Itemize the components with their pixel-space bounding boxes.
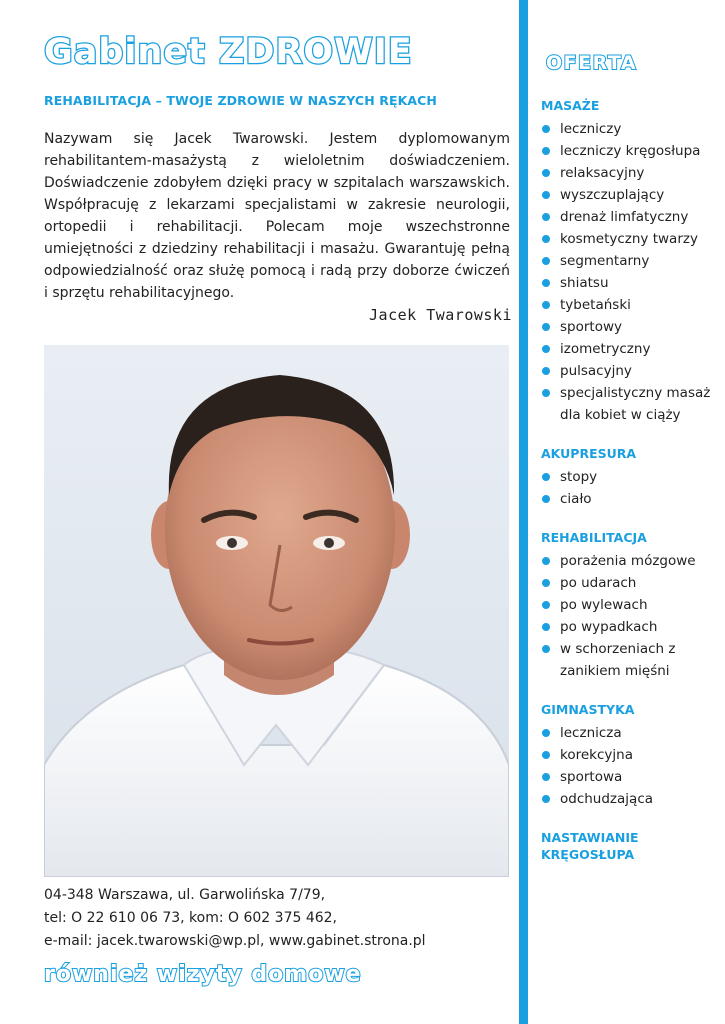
- list-item: [541, 616, 721, 638]
- offer-section-heading: GIMNASTYKA: [541, 702, 635, 717]
- list-item-label: leczniczy: [560, 121, 622, 137]
- list-item-label: porażenia mózgowe: [560, 553, 696, 569]
- bullet-icon: [542, 169, 550, 177]
- bullet-icon: [542, 601, 550, 609]
- list-item-label: w schorzeniach z zanikiem mięśni: [560, 641, 676, 679]
- list-item-label: sportowa: [560, 769, 623, 785]
- bullet-icon: [542, 147, 550, 155]
- list-item-label: po udarach: [560, 575, 637, 591]
- list-item: [541, 162, 721, 184]
- intro-paragraph: Nazywam się Jacek Twarowski. Jestem dyplomowanym rehabilitantem-masażystą z wieloletnim doświadczeniem. Doświadczenie zdobyłem dzięki pracy w szpitalach warszawskich. Współpracuję z lekarzami specjalistami w zakresie neurologii, ortopedii i rehabilitacji. Polecam moje wszechstronne umiejętności z dziedziny rehabilitacji i masażu. Gwarantuję pełną odpowiedzialność oraz służę pomocą i radą przy doborze ćwiczeń i sprzętu rehabilitacyjnego.: [44, 131, 510, 301]
- offer-section: [541, 445, 721, 510]
- bullet-icon: [542, 795, 550, 803]
- list-item: [541, 382, 721, 426]
- bullet-icon: [542, 729, 550, 737]
- list-item: [541, 638, 721, 682]
- list-item-label: stopy: [560, 469, 598, 485]
- list-item-label: shiatsu: [560, 275, 609, 291]
- signature: Jacek Twarowski: [369, 306, 512, 324]
- bullet-icon: [542, 473, 550, 481]
- list-item: [541, 272, 721, 294]
- portrait-photo: [44, 345, 509, 877]
- bullet-icon: [542, 345, 550, 353]
- offer-section: [541, 529, 721, 682]
- bullet-icon: [542, 645, 550, 653]
- offer-section-heading: MASAŻE: [541, 98, 600, 113]
- offer-list: [541, 97, 721, 882]
- offer-items: [541, 466, 721, 510]
- offer-title: OFERTA: [546, 52, 638, 74]
- offer-section: [541, 701, 721, 810]
- bullet-icon: [542, 751, 550, 759]
- list-item-label: odchudzająca: [560, 791, 654, 807]
- bullet-icon: [542, 125, 550, 133]
- bullet-icon: [542, 301, 550, 309]
- bullet-icon: [542, 557, 550, 565]
- bullet-icon: [542, 495, 550, 503]
- list-item: [541, 294, 721, 316]
- list-item-label: lecznicza: [560, 725, 622, 741]
- list-item: [541, 316, 721, 338]
- list-item: [541, 206, 721, 228]
- bullet-icon: [542, 389, 550, 397]
- offer-section: [541, 829, 721, 863]
- offer-section-heading: AKUPRESURA: [541, 446, 637, 461]
- bullet-icon: [542, 773, 550, 781]
- list-item: [541, 550, 721, 572]
- list-item: [541, 118, 721, 140]
- list-item: [541, 572, 721, 594]
- bullet-icon: [542, 623, 550, 631]
- bullet-icon: [542, 191, 550, 199]
- bullet-icon: [542, 235, 550, 243]
- list-item-label: specjalistyczny masaż dla kobiet w ciąży: [560, 385, 711, 423]
- list-item: [541, 594, 721, 616]
- list-item: [541, 140, 721, 162]
- list-item-label: izometryczny: [560, 341, 651, 357]
- list-item: [541, 466, 721, 488]
- bullet-icon: [542, 367, 550, 375]
- list-item: [541, 250, 721, 272]
- list-item-label: po wypadkach: [560, 619, 658, 635]
- list-item: [541, 184, 721, 206]
- list-item-label: pulsacyjny: [560, 363, 632, 379]
- offer-section-heading: REHABILITACJA: [541, 530, 647, 545]
- bullet-icon: [542, 579, 550, 587]
- bullet-icon: [542, 213, 550, 221]
- list-item-label: wyszczuplający: [560, 187, 665, 203]
- list-item-label: sportowy: [560, 319, 622, 335]
- list-item-label: leczniczy kręgosłupa: [560, 143, 701, 159]
- list-item-label: kosmetyczny twarzy: [560, 231, 698, 247]
- list-item-label: segmentarny: [560, 253, 650, 269]
- bullet-icon: [542, 279, 550, 287]
- list-item-label: tybetański: [560, 297, 631, 313]
- list-item-label: relaksacyjny: [560, 165, 645, 181]
- list-item: [541, 228, 721, 250]
- list-item: [541, 788, 721, 810]
- phone-line: tel: O 22 610 06 73, kom: O 602 375 462,: [44, 910, 338, 926]
- list-item: [541, 766, 721, 788]
- contact-info: [44, 884, 426, 953]
- list-item: [541, 722, 721, 744]
- bullet-icon: [542, 323, 550, 331]
- offer-items: [541, 550, 721, 682]
- page-title: Gabinet ZDROWIE: [44, 32, 413, 72]
- list-item-label: korekcyjna: [560, 747, 633, 763]
- list-item-label: ciało: [560, 491, 592, 507]
- list-item: [541, 488, 721, 510]
- email-line: e-mail: jacek.twarowski@wp.pl, www.gabinet.strona.pl: [44, 933, 426, 949]
- list-item: [541, 338, 721, 360]
- address-line: 04-348 Warszawa, ul. Garwolińska 7/79,: [44, 887, 326, 903]
- offer-section: [541, 97, 721, 426]
- list-item-label: drenaż limfatyczny: [560, 209, 689, 225]
- offer-section-heading: NASTAWIANIE KRĘGOSŁUPA: [541, 830, 639, 862]
- page-subtitle: REHABILITACJA – TWOJE ZDROWIE W NASZYCH RĘKACH: [44, 93, 437, 108]
- offer-items: [541, 722, 721, 810]
- list-item: [541, 744, 721, 766]
- offer-items: [541, 118, 721, 426]
- list-item-label: po wylewach: [560, 597, 648, 613]
- vertical-divider: [519, 0, 528, 1024]
- home-visits-banner: również wizyty domowe: [44, 962, 362, 987]
- bullet-icon: [542, 257, 550, 265]
- list-item: [541, 360, 721, 382]
